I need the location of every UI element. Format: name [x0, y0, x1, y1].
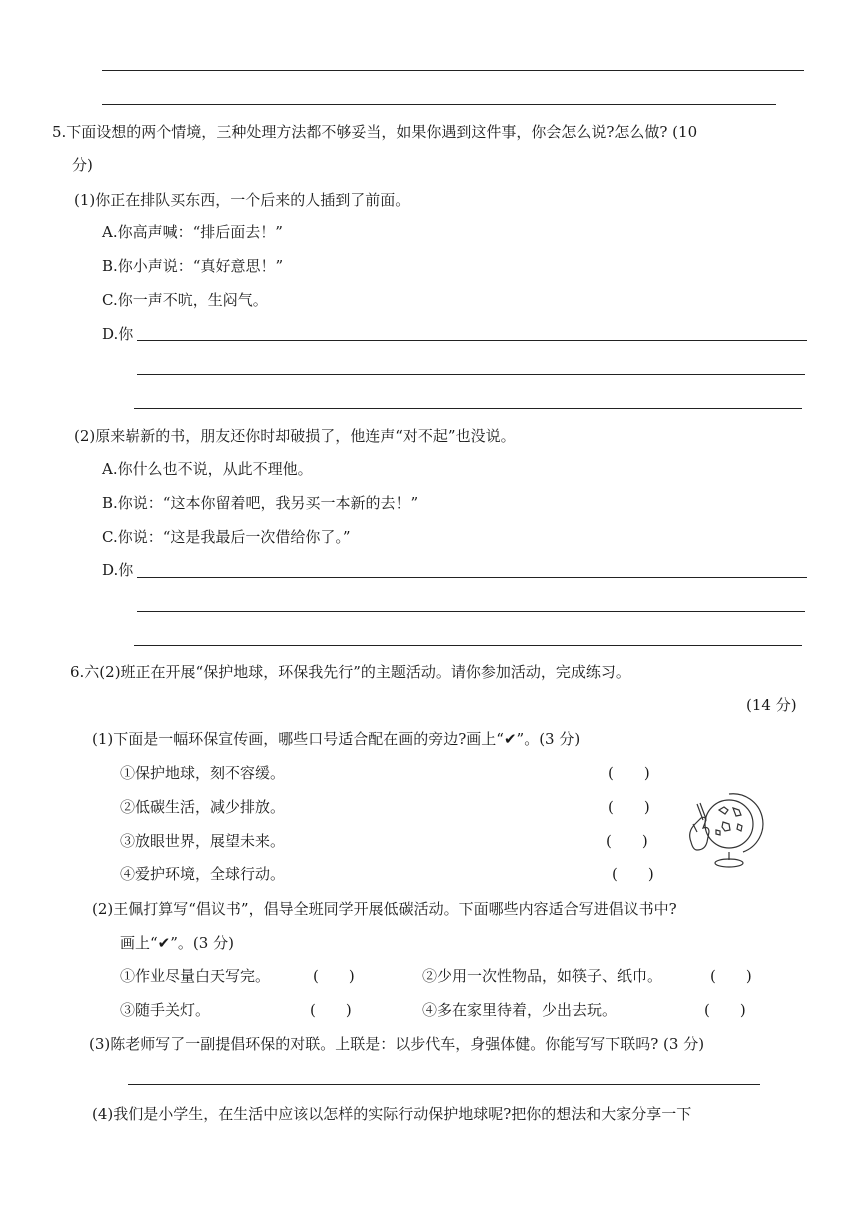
- answer-parentheses[interactable]: ( ): [704, 1001, 746, 1019]
- answer-parentheses[interactable]: ( ): [310, 1001, 352, 1019]
- q6-part2-option: ③随手关灯。: [120, 1001, 211, 1019]
- answer-parentheses[interactable]: ( ): [606, 832, 648, 850]
- question-6-stem: 6.六(2)班正在开展“保护地球，环保我先行”的主题活动。请你参加活动，完成练习。: [70, 663, 631, 681]
- q5-sub2-option-b: B.你说：“这本你留着吧，我另买一本新的去！”: [102, 494, 419, 512]
- q5-sub1-option-a: A.你高声喊：“排后面去！”: [102, 223, 283, 241]
- q6-part4-prompt: (4)我们是小学生，在生活中应该以怎样的实际行动保护地球呢?把你的想法和大家分享一下: [92, 1105, 692, 1123]
- answer-parentheses[interactable]: ( ): [612, 865, 654, 883]
- answer-line[interactable]: [102, 70, 804, 71]
- answer-line[interactable]: [137, 340, 807, 341]
- q6-part2-prompt-cont: 画上“✔”。(3 分): [120, 934, 234, 952]
- answer-line[interactable]: [137, 374, 805, 375]
- q6-part1-option: ④爱护环境，全球行动。: [120, 865, 286, 883]
- q6-part2-option: ①作业尽量白天写完。: [120, 967, 271, 985]
- q5-sub2-option-c: C.你说：“这是我最后一次借给你了。”: [102, 528, 351, 546]
- answer-line[interactable]: [137, 611, 805, 612]
- answer-line[interactable]: [137, 577, 807, 578]
- q6-part1-option: ①保护地球，刻不容缓。: [120, 764, 286, 782]
- answer-parentheses[interactable]: ( ): [313, 967, 355, 985]
- answer-line[interactable]: [102, 104, 776, 105]
- q6-part2-prompt: (2)王佩打算写“倡议书”，倡导全班同学开展低碳活动。下面哪些内容适合写进倡议书中?: [92, 900, 677, 918]
- answer-line[interactable]: [134, 408, 802, 409]
- answer-parentheses[interactable]: ( ): [608, 764, 650, 782]
- question-5-stem: 5.下面设想的两个情境，三种处理方法都不够妥当，如果你遇到这件事，你会怎么说?怎么做? (10: [52, 123, 698, 141]
- question-6-score: (14 分): [746, 696, 797, 714]
- q5-sub1-option-d: D.你: [102, 325, 134, 343]
- q5-sub1-option-b: B.你小声说：“真好意思！”: [102, 257, 284, 275]
- q5-sub1-prompt: (1)你正在排队买东西，一个后来的人插到了前面。: [74, 191, 411, 209]
- question-5-stem-cont: 分): [72, 156, 93, 174]
- answer-line[interactable]: [128, 1084, 760, 1085]
- q5-sub1-option-c: C.你一声不吭，生闷气。: [102, 291, 268, 309]
- answer-parentheses[interactable]: ( ): [608, 798, 650, 816]
- globe-illustration: [683, 790, 765, 870]
- q6-part1-option: ②低碳生活，减少排放。: [120, 798, 286, 816]
- q6-part1-option: ③放眼世界，展望未来。: [120, 832, 286, 850]
- q6-part2-option: ④多在家里待着，少出去玩。: [422, 1001, 618, 1019]
- q6-part2-option: ②少用一次性物品，如筷子、纸巾。: [422, 967, 663, 985]
- q6-part3-prompt: (3)陈老师写了一副提倡环保的对联。上联是：以步代车，身强体健。你能写写下联吗? (3 分): [89, 1035, 705, 1053]
- q5-sub2-option-d: D.你: [102, 561, 134, 579]
- q6-part1-prompt: (1)下面是一幅环保宣传画，哪些口号适合配在画的旁边?画上“✔”。(3 分): [92, 730, 581, 748]
- answer-line[interactable]: [134, 645, 802, 646]
- q5-sub2-prompt: (2)原来崭新的书，朋友还你时却破损了，他连声“对不起”也没说。: [74, 427, 516, 445]
- q5-sub2-option-a: A.你什么也不说，从此不理他。: [102, 460, 313, 478]
- answer-parentheses[interactable]: ( ): [710, 967, 752, 985]
